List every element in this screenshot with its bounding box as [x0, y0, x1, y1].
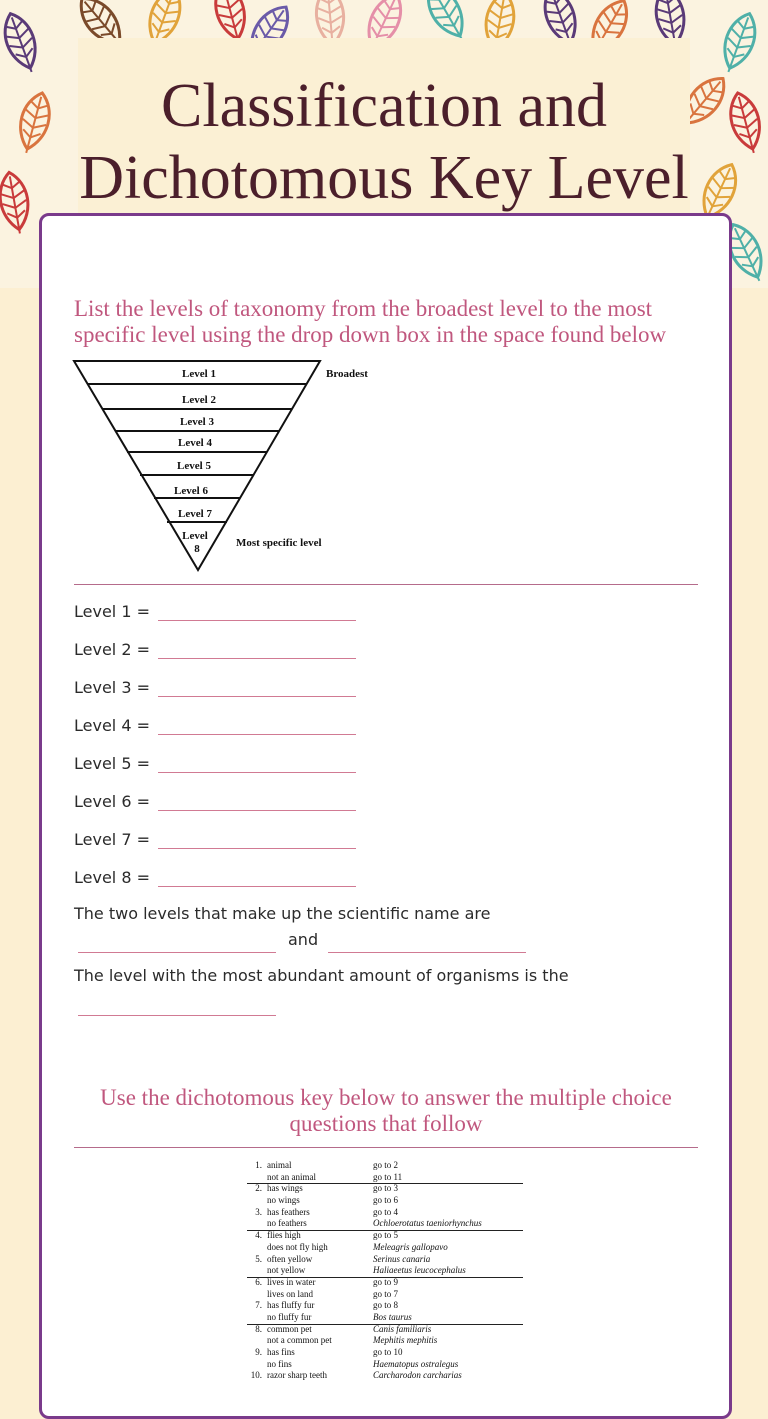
- key-step-number: 6.: [255, 1276, 262, 1287]
- key-row: [247, 1195, 523, 1207]
- key-step-number: 9.: [255, 1347, 262, 1357]
- level-7-label: Level 7 =: [74, 830, 150, 849]
- key-result: go to 8: [373, 1300, 399, 1311]
- level-1-row: [74, 600, 356, 621]
- key-trait: lives on land: [267, 1288, 313, 1299]
- key-result: go to 2: [373, 1160, 399, 1170]
- section-divider-2: [74, 1147, 698, 1148]
- key-row: [247, 1347, 523, 1359]
- pyramid-level-3: Level 3: [180, 416, 214, 428]
- key-trait: often yellow: [267, 1253, 313, 1264]
- key-result: Mephitis mephitis: [373, 1335, 438, 1346]
- key-row: [247, 1160, 523, 1172]
- key-row: [247, 1172, 523, 1184]
- level-8-label: Level 8 =: [74, 868, 150, 887]
- level-5-dropdown[interactable]: [158, 752, 356, 773]
- pyramid-level-2: Level 2: [182, 394, 216, 406]
- key-trait: no feathers: [267, 1218, 307, 1229]
- key-row: [247, 1312, 523, 1324]
- key-step-number: 7.: [255, 1300, 262, 1311]
- level-1-label: Level 1 =: [74, 602, 150, 621]
- level-3-row: [74, 676, 356, 697]
- question-abundant-level: The level with the most abundant amount of organisms is the: [74, 966, 569, 985]
- key-result: go to 10: [373, 1347, 403, 1357]
- pyramid-level-8b: 8: [194, 543, 200, 555]
- level-6-dropdown[interactable]: [158, 790, 356, 811]
- pyramid-level-1: Level 1: [182, 368, 216, 380]
- pyramid-level-6: Level 6: [174, 485, 208, 497]
- key-trait: razor sharp teeth: [267, 1370, 327, 1381]
- key-trait: has feathers: [267, 1206, 310, 1217]
- key-step-number: 10.: [250, 1370, 262, 1381]
- key-row: [247, 1218, 523, 1230]
- question-scientific-name: The two levels that make up the scientific name are: [74, 904, 491, 923]
- key-result: Haliaeetus leucocephalus: [373, 1265, 466, 1276]
- key-result: go to 9: [373, 1276, 399, 1287]
- most-specific-label: Most specific level: [236, 537, 322, 549]
- key-row: [247, 1230, 523, 1242]
- level-1-dropdown[interactable]: [158, 600, 356, 621]
- key-trait: no fluffy fur: [267, 1311, 312, 1322]
- level-7-dropdown[interactable]: [158, 828, 356, 849]
- pyramid-level-8a: Level: [182, 530, 208, 542]
- broadest-label: Broadest: [326, 368, 368, 380]
- level-4-dropdown[interactable]: [158, 714, 356, 735]
- key-result: go to 3: [373, 1183, 399, 1194]
- key-trait: has fins: [267, 1347, 295, 1357]
- key-trait: no wings: [267, 1195, 300, 1206]
- key-row: [247, 1277, 523, 1289]
- level-8-row: [74, 866, 356, 887]
- key-trait: does not fly high: [267, 1241, 328, 1252]
- key-row: [247, 1359, 523, 1371]
- pyramid-level-4: Level 4: [178, 437, 212, 449]
- key-row: [247, 1324, 523, 1336]
- key-result: Canis familiaris: [373, 1323, 432, 1334]
- key-trait: not a common pet: [267, 1335, 332, 1346]
- key-row: [247, 1265, 523, 1277]
- dichotomous-key-table: [247, 1160, 523, 1382]
- key-row: [247, 1335, 523, 1347]
- key-result: go to 4: [373, 1206, 399, 1217]
- key-row: [247, 1183, 523, 1195]
- title-banner: [78, 38, 690, 228]
- key-trait: lives in water: [267, 1276, 316, 1287]
- level-5-row: [74, 752, 356, 773]
- key-result: Bos taurus: [373, 1311, 412, 1322]
- worksheet-card: [39, 213, 732, 1419]
- key-step-number: 5.: [255, 1253, 262, 1264]
- pyramid-level-5: Level 5: [177, 460, 211, 472]
- key-result: Meleagris gallopavo: [373, 1241, 448, 1252]
- instruction-dichotomous-key: Use the dichotomous key below to answer the multiple choice questions that follow: [100, 1085, 672, 1136]
- level-7-row: [74, 828, 356, 849]
- key-result: go to 5: [373, 1230, 399, 1241]
- key-trait: flies high: [267, 1230, 301, 1241]
- section-divider: [74, 584, 698, 585]
- level-6-label: Level 6 =: [74, 792, 150, 811]
- key-trait: no fins: [267, 1358, 292, 1369]
- level-3-dropdown[interactable]: [158, 676, 356, 697]
- key-result: Ochloerotatus taeniorhynchus: [373, 1218, 482, 1229]
- key-result: go to 6: [373, 1195, 399, 1206]
- taxonomy-pyramid-diagram: [70, 358, 400, 576]
- instruction-taxonomy: List the levels of taxonomy from the broadest level to the most specific level using the drop down box in the space found below: [74, 296, 667, 347]
- and-text: and: [288, 930, 319, 949]
- key-result: go to 7: [373, 1288, 399, 1299]
- key-trait: animal: [267, 1160, 292, 1170]
- key-trait: has wings: [267, 1183, 303, 1194]
- level-6-row: [74, 790, 356, 811]
- key-row: [247, 1242, 523, 1254]
- page-title: Classification and Dichotomous Key Level: [79, 72, 689, 212]
- key-trait: not yellow: [267, 1265, 306, 1276]
- level-2-dropdown[interactable]: [158, 638, 356, 659]
- level-4-label: Level 4 =: [74, 716, 150, 735]
- key-step-number: 8.: [255, 1323, 262, 1334]
- level-2-label: Level 2 =: [74, 640, 150, 659]
- key-row: [247, 1254, 523, 1266]
- level-8-dropdown[interactable]: [158, 866, 356, 887]
- key-step-number: 2.: [255, 1183, 262, 1194]
- level-5-label: Level 5 =: [74, 754, 150, 773]
- pyramid-level-7: Level 7: [178, 508, 212, 520]
- key-trait: has fluffy fur: [267, 1300, 315, 1311]
- key-result: Carcharodon carcharias: [373, 1370, 462, 1381]
- key-step-number: 3.: [255, 1206, 262, 1217]
- level-4-row: [74, 714, 356, 735]
- key-row: [247, 1289, 523, 1301]
- level-3-label: Level 3 =: [74, 678, 150, 697]
- key-trait: not an animal: [267, 1171, 316, 1182]
- key-result: go to 11: [373, 1171, 403, 1182]
- key-row: [247, 1300, 523, 1312]
- scientific-name-dropdown-2[interactable]: [328, 932, 526, 953]
- key-result: Serinus canaria: [373, 1253, 431, 1264]
- key-step-number: 4.: [255, 1230, 262, 1241]
- key-result: Haematopus ostralegus: [373, 1358, 459, 1369]
- key-row: [247, 1207, 523, 1219]
- key-step-number: 1.: [255, 1160, 262, 1170]
- key-row: [247, 1370, 523, 1382]
- key-trait: common pet: [267, 1323, 312, 1334]
- scientific-name-dropdown-1[interactable]: [78, 932, 276, 953]
- level-2-row: [74, 638, 356, 659]
- abundant-level-dropdown[interactable]: [78, 995, 276, 1016]
